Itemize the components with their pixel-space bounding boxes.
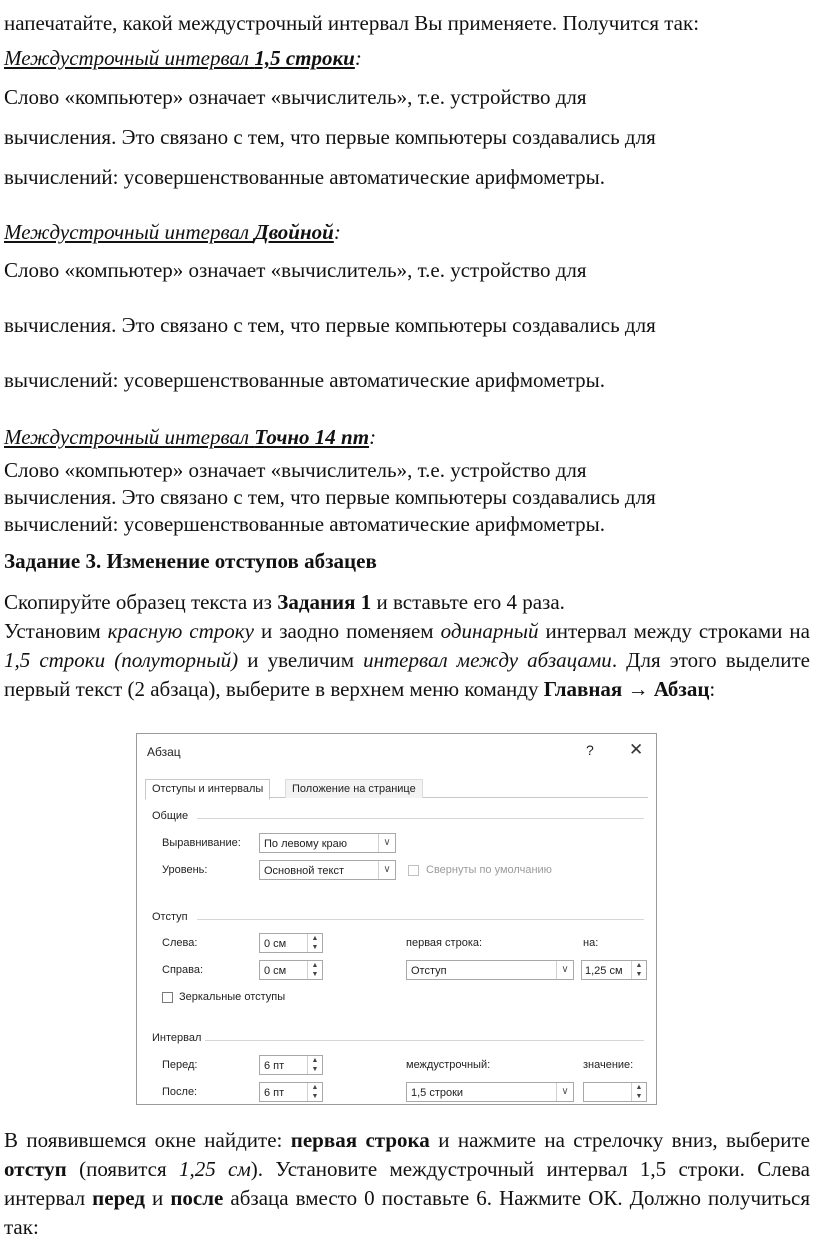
- text-run-bold: отступ: [4, 1157, 67, 1181]
- spacing-before-spinner[interactable]: [259, 1055, 323, 1075]
- alignment-label: Выравнивание:: [162, 837, 241, 849]
- text-run: Скопируйте образец текста из: [4, 590, 278, 614]
- alignment-value: По левому краю: [264, 838, 347, 850]
- text-run-italic: красную строку: [107, 619, 254, 643]
- heading-value: Точно 14 пт: [254, 425, 370, 449]
- group-indent-label: Отступ: [152, 911, 188, 923]
- text-run: интервал между строками на: [538, 619, 810, 643]
- line-spacing-label: междустрочный:: [406, 1059, 491, 1071]
- sample-line: Слово «компьютер» означает «вычислитель», т.е. устройство для: [4, 85, 587, 109]
- heading-prefix: Междустрочный интервал: [4, 425, 255, 449]
- first-line-select[interactable]: [406, 960, 574, 980]
- heading-spacing-1-5: [4, 45, 810, 71]
- paragraph-result: [4, 1126, 810, 1242]
- collapsed-label: Свернуты по умолчанию: [426, 864, 552, 876]
- indent-by-label: на:: [583, 937, 599, 949]
- heading-spacing-double: [4, 219, 810, 245]
- group-spacing-label: Интервал: [152, 1032, 202, 1044]
- spinner-arrows-icon[interactable]: ▲ ▼: [307, 1056, 322, 1074]
- text-run-bold: перед: [92, 1186, 145, 1210]
- mirror-indents-checkbox[interactable]: [162, 992, 173, 1003]
- text-run-bold: первая строка: [290, 1128, 430, 1152]
- first-line-label: первая строка:: [406, 937, 483, 949]
- text-run: (появится: [66, 1157, 179, 1181]
- spacing-before-label: Перед:: [162, 1059, 198, 1071]
- tab-indents-spacing[interactable]: Отступы и интервалы: [145, 779, 270, 800]
- alignment-select[interactable]: [259, 833, 396, 853]
- text-run: и нажмите на стрелочку вниз, выберите: [429, 1128, 811, 1152]
- spacing-after-label: После:: [162, 1086, 198, 1098]
- help-button[interactable]: ?: [586, 742, 594, 758]
- indent-left-value: 0 см: [264, 938, 287, 950]
- indent-by-value: 1,25 см: [585, 965, 623, 977]
- close-icon[interactable]: ✕: [629, 740, 644, 759]
- paragraph-copy: [4, 589, 810, 615]
- sample-line: Слово «компьютер» означает «вычислитель», т.е. устройство для: [4, 258, 587, 282]
- text-run-bold: Главная → Абзац: [543, 677, 710, 701]
- text-run: :: [709, 677, 716, 701]
- sample-line: Слово «компьютер» означает «вычислитель», т.е. устройство для: [4, 458, 587, 482]
- sample-line: вычислений: усовершенствованные автоматические арифмометры.: [4, 368, 606, 392]
- heading-prefix: Междустрочный интервал: [4, 220, 255, 244]
- spinner-arrows-icon[interactable]: ▲ ▼: [631, 1083, 646, 1101]
- heading-value: Двойной: [254, 220, 334, 244]
- spacing-before-value: 6 пт: [264, 1060, 285, 1072]
- heading-spacing-exact: [4, 424, 810, 450]
- chevron-down-icon[interactable]: ∨: [556, 1083, 573, 1101]
- group-general-label: Общие: [152, 810, 189, 822]
- tab-line-page-breaks[interactable]: Положение на странице: [285, 779, 423, 798]
- group-divider: [197, 919, 644, 920]
- text-run: Установим: [4, 619, 108, 643]
- spacing-at-label: значение:: [583, 1059, 634, 1071]
- indent-left-spinner[interactable]: [259, 933, 323, 953]
- indent-right-spinner[interactable]: [259, 960, 323, 980]
- indent-left-label: Слева:: [162, 937, 198, 949]
- heading-colon: :: [354, 46, 362, 70]
- text-run-italic: 1,25 см: [178, 1157, 251, 1181]
- text-run: и увеличим: [238, 648, 364, 672]
- outline-level-select[interactable]: [259, 860, 396, 880]
- text-run: ). Установите междустрочный интервал 1,5 строки. Слева интервал: [4, 1157, 810, 1210]
- text-run: В появившемся окне найдите:: [4, 1128, 291, 1152]
- group-divider: [205, 1040, 644, 1041]
- outline-level-label: Уровень:: [162, 864, 208, 876]
- text-line: напечатайте, какой междустрочный интервал Вы применяете. Получится так:: [4, 11, 700, 35]
- line-spacing-select[interactable]: [406, 1082, 574, 1102]
- text-run: и вставьте его 4 раза.: [371, 590, 565, 614]
- text-run-italic: интервал между абзацами: [363, 648, 612, 672]
- spinner-arrows-icon[interactable]: ▲ ▼: [307, 1083, 322, 1101]
- group-divider: [197, 818, 644, 819]
- indent-right-label: Справа:: [162, 964, 204, 976]
- line-spacing-value: 1,5 строки: [411, 1087, 464, 1099]
- text-run: и заодно поменяем: [253, 619, 441, 643]
- spacing-at-spinner[interactable]: [583, 1082, 647, 1102]
- outline-level-value: Основной текст: [264, 865, 344, 877]
- chevron-down-icon[interactable]: ∨: [378, 861, 395, 879]
- dialog-title: Абзац: [147, 745, 181, 759]
- text-run-bold: после: [170, 1186, 224, 1210]
- spinner-arrows-icon[interactable]: ▲ ▼: [631, 961, 646, 979]
- first-line-value: Отступ: [411, 965, 447, 977]
- chevron-down-icon[interactable]: ∨: [556, 961, 573, 979]
- text-run-italic: 1,5 строки (полуторный): [4, 648, 239, 672]
- collapsed-checkbox[interactable]: [408, 865, 419, 876]
- heading-colon: :: [369, 425, 377, 449]
- sample-line: вычисления. Это связано с тем, что первые компьютеры создавались для: [4, 485, 656, 509]
- mirror-indents-label: Зеркальные отступы: [179, 991, 286, 1003]
- text-run-bold: Задания 1: [277, 590, 372, 614]
- spacing-after-spinner[interactable]: [259, 1082, 323, 1102]
- sample-line: вычислений: усовершенствованные автоматические арифмометры.: [4, 512, 606, 536]
- spacing-after-value: 6 пт: [264, 1087, 285, 1099]
- paragraph-dialog: [136, 733, 657, 1105]
- spinner-arrows-icon[interactable]: ▲ ▼: [307, 961, 322, 979]
- text-run-italic: одинарный: [440, 619, 539, 643]
- text-run: абзаца вместо 0 поставьте 6. Нажмите ОК. Должно получиться так:: [4, 1186, 810, 1239]
- task-heading: Задание 3. Изменение отступов абзацев: [4, 549, 377, 573]
- text-run: . Для этого выделите первый текст (2 абзаца), выберите в верхнем меню команду: [4, 648, 811, 701]
- paragraph-instructions: [4, 617, 810, 704]
- heading-prefix: Междустрочный интервал: [4, 46, 255, 70]
- chevron-down-icon[interactable]: ∨: [378, 834, 395, 852]
- text-run: и: [144, 1186, 171, 1210]
- indent-by-spinner[interactable]: [581, 960, 647, 980]
- sample-line: вычислений: усовершенствованные автоматические арифмометры.: [4, 165, 606, 189]
- heading-value: 1,5 строки: [254, 46, 355, 70]
- heading-colon: :: [333, 220, 341, 244]
- sample-line: вычисления. Это связано с тем, что первые компьютеры создавались для: [4, 125, 656, 149]
- sample-line: вычисления. Это связано с тем, что первые компьютеры создавались для: [4, 313, 656, 337]
- indent-right-value: 0 см: [264, 965, 287, 977]
- spinner-arrows-icon[interactable]: ▲ ▼: [307, 934, 322, 952]
